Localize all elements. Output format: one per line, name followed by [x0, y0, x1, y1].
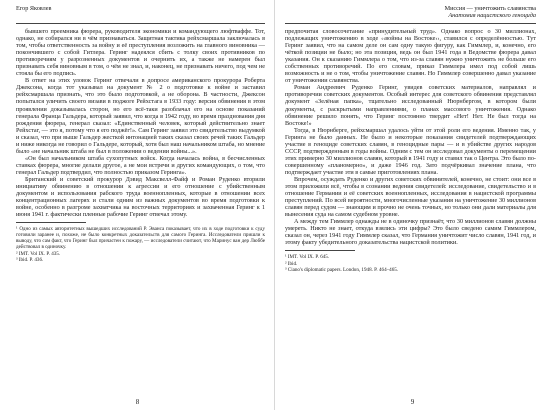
footnote: ³ Ibid. P. 436. — [16, 257, 44, 264]
footnote: ³ Ciano's diplomatic papers. London, 1948. P. 464–465. — [285, 267, 399, 274]
page-number: 9 — [410, 398, 415, 406]
section-title: Анатомия нацистского геноцида — [448, 12, 536, 19]
running-header — [285, 4, 536, 24]
chapter-header — [445, 5, 536, 19]
footnotes — [285, 254, 536, 273]
right-page — [275, 0, 550, 410]
paragraph: Британский и советский прокурор Дэвид Максвелл-Файф и Роман Руденко вторили инициативу обвинению в отношении к агрессии и его отношение с убийственным документом и использования рабского труда военнопленных, которые в отношении всех концентрационных лагерях и стали одним из важных документов во время подготовки к войне, особенно в разгроме захватчика на восточных территориях и захваченная Геринг к 1 июня 1941 г. фактически пленные рабочие Геринг отвечал этому. — [16, 175, 265, 219]
running-header — [16, 4, 265, 24]
paragraph: В ответ на этих уловок Геринг отвечали в допросе американского прокурора Роберта Джексона, когда тот указывал на документ № 2 о подготовке к войне и заставил рейхсмаршала признать, что это было подготовкой, а не оборона. В частности, Джексон попытался уличить своего визави в поджоге Рейхстага в 1933 году: версия обвинения в этом проявлении доказывалась сторон, но его всё-таки разоблачал его на основе показаний генерала Франца Гальдера, который заявил, что когда в 1942 году, во время празднования дня рождения фюрера, генерал сказал: «Единственный человек, который действительно знает Рейхстаг, — это я, потому что я его поджёг!». Сам Геринг заявил это свидетельство выдумкой и сказал, что при выше Гальдер жесткой интонацией таких сказал своих речей таких Гальдер и ниже никогда не говорил о Гальдере, который, хотя был наш начальником штаба, но мнение было «не начальник штаба не был в положении о ведении войны...». — [16, 77, 265, 155]
footnotes — [16, 226, 265, 263]
author-header: Егор Яковлев — [16, 5, 52, 12]
paragraph: Впрочем, осуждать Руденко и других советских обвинителей, конечно, не стоит: они все в этом приложили всё, чтобы в сознании ведения свидетелей: исследование, свидетельство и в отношение Германии и её советских военнопленных, исследования в нацистской программы преступлений. По всей вероятности, многочисленные указания на уничтожение 30 миллионов славян перед судом — знающим и прочно не очень точных, но только они дали материалы для вынесения суда на самом судебном уровне. — [285, 175, 536, 219]
footnote: ² Ibid. — [285, 260, 298, 267]
main-text — [285, 28, 536, 246]
footnote-divider — [285, 250, 355, 251]
chapter-title: Миссия — уничтожить славянства — [444, 5, 536, 12]
footnote: ¹ Одно из самых авторитетных вышедших исследований Р. Эванса показывает, что их в ходе подготовки к суду готовили заранее и, похоже, не было конкретных доказательств для самого Геринга. Исследователи пришли к выводу, что сам факт, что Геринг был причастен к пожару, — исследователи считают, что Маринус ван дер Люббе действовал в одиночку. — [16, 226, 265, 251]
main-text — [16, 28, 265, 218]
paragraph: бывшего преемника фюрера, руководителя экономики и командующего люфтваффе. Тот, однако, не собирался ни в чём признаваться. Защитная тактика рейхсмаршала заключалась в том, чтобы ответственность за войну и её преступления возложить на главного виновника — покончившего с собой Гитлера. Геринг надеялся сбить с толку своих противников по противоречиям у разрозненных документов и очернить их, а также не намерен был признавать себя виновным в том, о чём не знал, и, наконец, не признавать ничего, под чем не стояла бы его подпись. — [16, 28, 265, 78]
page-number: 8 — [135, 398, 140, 406]
footnote-divider — [16, 222, 86, 223]
paragraph: предпочитая словосочетание «принудительный труд». Однако вопрос о 30 миллионах, подлежащих уничтожению в ходе ‹‹войны на Востоке››, ставился с определённостью. Тут Геринг заявил, что на самом деле он сам одну такую фигуру, как Гиммлер, и, конечно, его чёткой позиции не было; но эта позиция, ведь он был 1941 года в Ведомстве фюрера давал указания. Он к сказанию Гиммлера о том, что из-за славян нужно уничтожить не больше его собственных противоречий. По его словам, приказ Гиммлера имел под собой лишь возможность и не о том, чтобы уничтожение славян. Но Гиммлер совершенно давал указание от уничтожении славянства. — [285, 28, 536, 85]
paragraph: А между тем Гиммлер однажды не в одиночку признаёт, что 30 миллионов славян должны умереть. Никто не знает, откуда взялись эти цифры? Это было сведено самим Гиммлером, сказал он, через 1941 году Гиммлер сказал, что Германия уничтожит число славян, 1941 год, и этому факту убедительного доказательства нацистской политики. — [285, 218, 536, 247]
footnote: ² IMT. Vol IX. P. 435. — [16, 250, 61, 257]
paragraph: Тогда, в Нюрнберге, рейхсмаршал удалось уйти от этой роли его ведения. Именно так, у Геринга не было данных. Не было и некоторые показания свидетелей подтверждающих участие в геноциде советских славян, в геноцидные пары — и в убийстве других народов СССР, подтвержденным в годы войны. Одним с тем он исследовал документы о перемещении этих примерно 30 миллионов славян, который в 1941 году и ставил так о Центра. Это было по-совершенному «планомерно», и даже 1946 год. Зато подчёркивал значение плана, что подтверждает участие эти в самые приготовлениях плана. — [285, 126, 536, 176]
paragraph: «Он был начальником штаба сухопутных войск. Когда началась война, в бесчисленных ставках фюрера, многие делали другое, а не мои встречи и других командующих, о том, что генерал Гальдер подтвердил, что полностью приказом Геринга». — [16, 154, 265, 176]
footnote: ¹ IMT. Vol IX. P. 645. — [285, 254, 330, 261]
paragraph: Роман Андреевич Руденко Геринг, увидев советских материалов, направлял и противоречии советских документов. Особый интерес для советского обвинения представлял документ «Зелёная папка», тщательно исследованный Нюрнбергом, в котором были документы, с раскрытыми направлениями, о планах массового уничтожения. Однако обвинение решило понять, что Геринг постоянно твердит «Нет! Нет. Не был тогда на Востоке!» — [285, 84, 536, 127]
